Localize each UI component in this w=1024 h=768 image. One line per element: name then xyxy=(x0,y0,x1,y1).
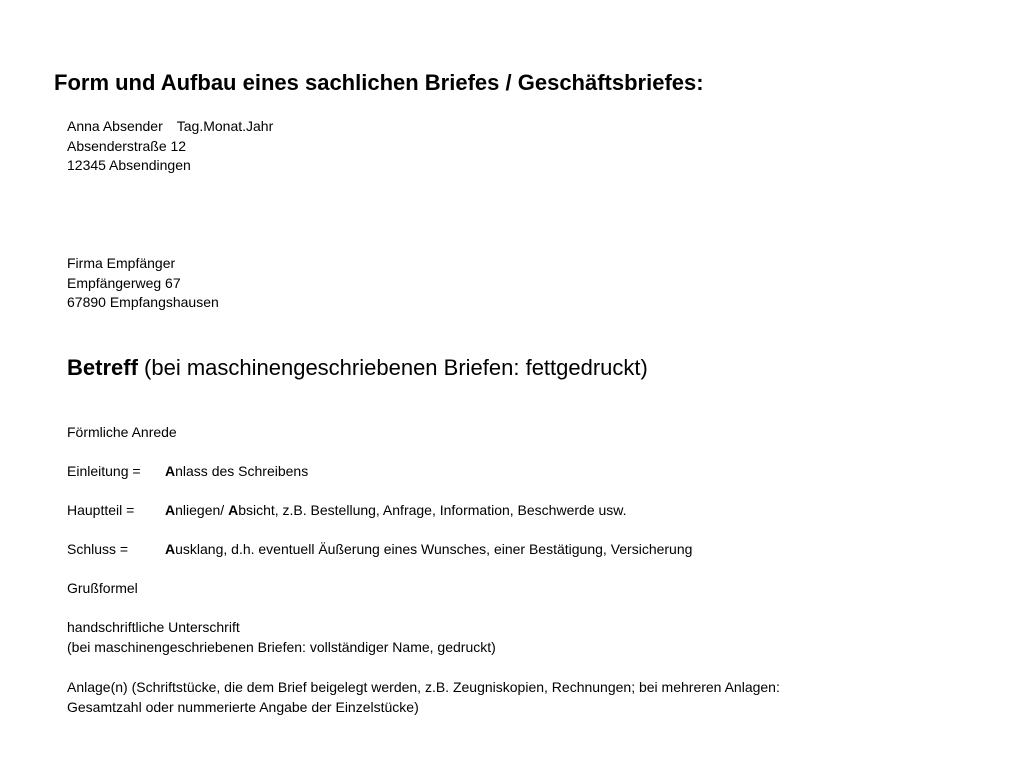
section-text: Anliegen/ Absicht, z.B. Bestellung, Anfrage, Information, Beschwerde usw. xyxy=(165,502,627,518)
sender-street: Absenderstraße 12 xyxy=(67,137,187,154)
section-text: Ausklang, d.h. eventuell Äußerung eines Wunsches, einer Bestätigung, Versicherung xyxy=(165,541,693,557)
page-title: Form und Aufbau eines sachlichen Briefes / Geschäftsbriefes: xyxy=(54,70,704,95)
attachments-block xyxy=(67,677,780,717)
subject-note: (bei maschinengeschriebenen Briefen: fettgedruckt) xyxy=(137,355,648,380)
signature-line: handschriftliche Unterschrift xyxy=(67,619,240,635)
recipient-street: Empfängerweg 67 xyxy=(67,274,181,291)
attachments-line-1: Anlage(n) (Schriftstücke, die dem Brief beigelegt werden, z.B. Zeugniskopien, Rechnungen; bei mehreren Anlagen: xyxy=(67,679,780,695)
section-einleitung xyxy=(67,461,308,481)
signature-note: (bei maschinengeschriebenen Briefen: vollständiger Name, gedruckt) xyxy=(67,639,496,655)
section-schluss xyxy=(67,539,692,559)
sender-city: 12345 Absendingen xyxy=(67,157,191,173)
section-text: Anlass des Schreibens xyxy=(165,463,309,479)
subject-line xyxy=(67,353,648,383)
closing-formula: Grußformel xyxy=(67,580,138,596)
subject-bold-label: Betreff xyxy=(67,355,138,380)
sender-name: Anna Absender xyxy=(67,118,163,134)
recipient-address-block xyxy=(67,254,219,313)
section-hauptteil xyxy=(67,500,627,520)
attachments-line-2: Gesamtzahl oder nummerierte Angabe der Einzelstücke) xyxy=(67,699,419,715)
salutation: Förmliche Anrede xyxy=(67,424,177,440)
recipient-city: 67890 Empfangshausen xyxy=(67,294,219,310)
section-label: Hauptteil = xyxy=(67,502,135,518)
sender-name-date-line xyxy=(67,117,273,137)
sender-address-block xyxy=(67,117,273,176)
section-label: Schluss = xyxy=(67,541,129,557)
recipient-name: Firma Empfänger xyxy=(67,255,176,271)
signature-block xyxy=(67,617,496,657)
section-label: Einleitung = xyxy=(67,463,141,479)
letter-date: Tag.Monat.Jahr xyxy=(176,118,274,134)
